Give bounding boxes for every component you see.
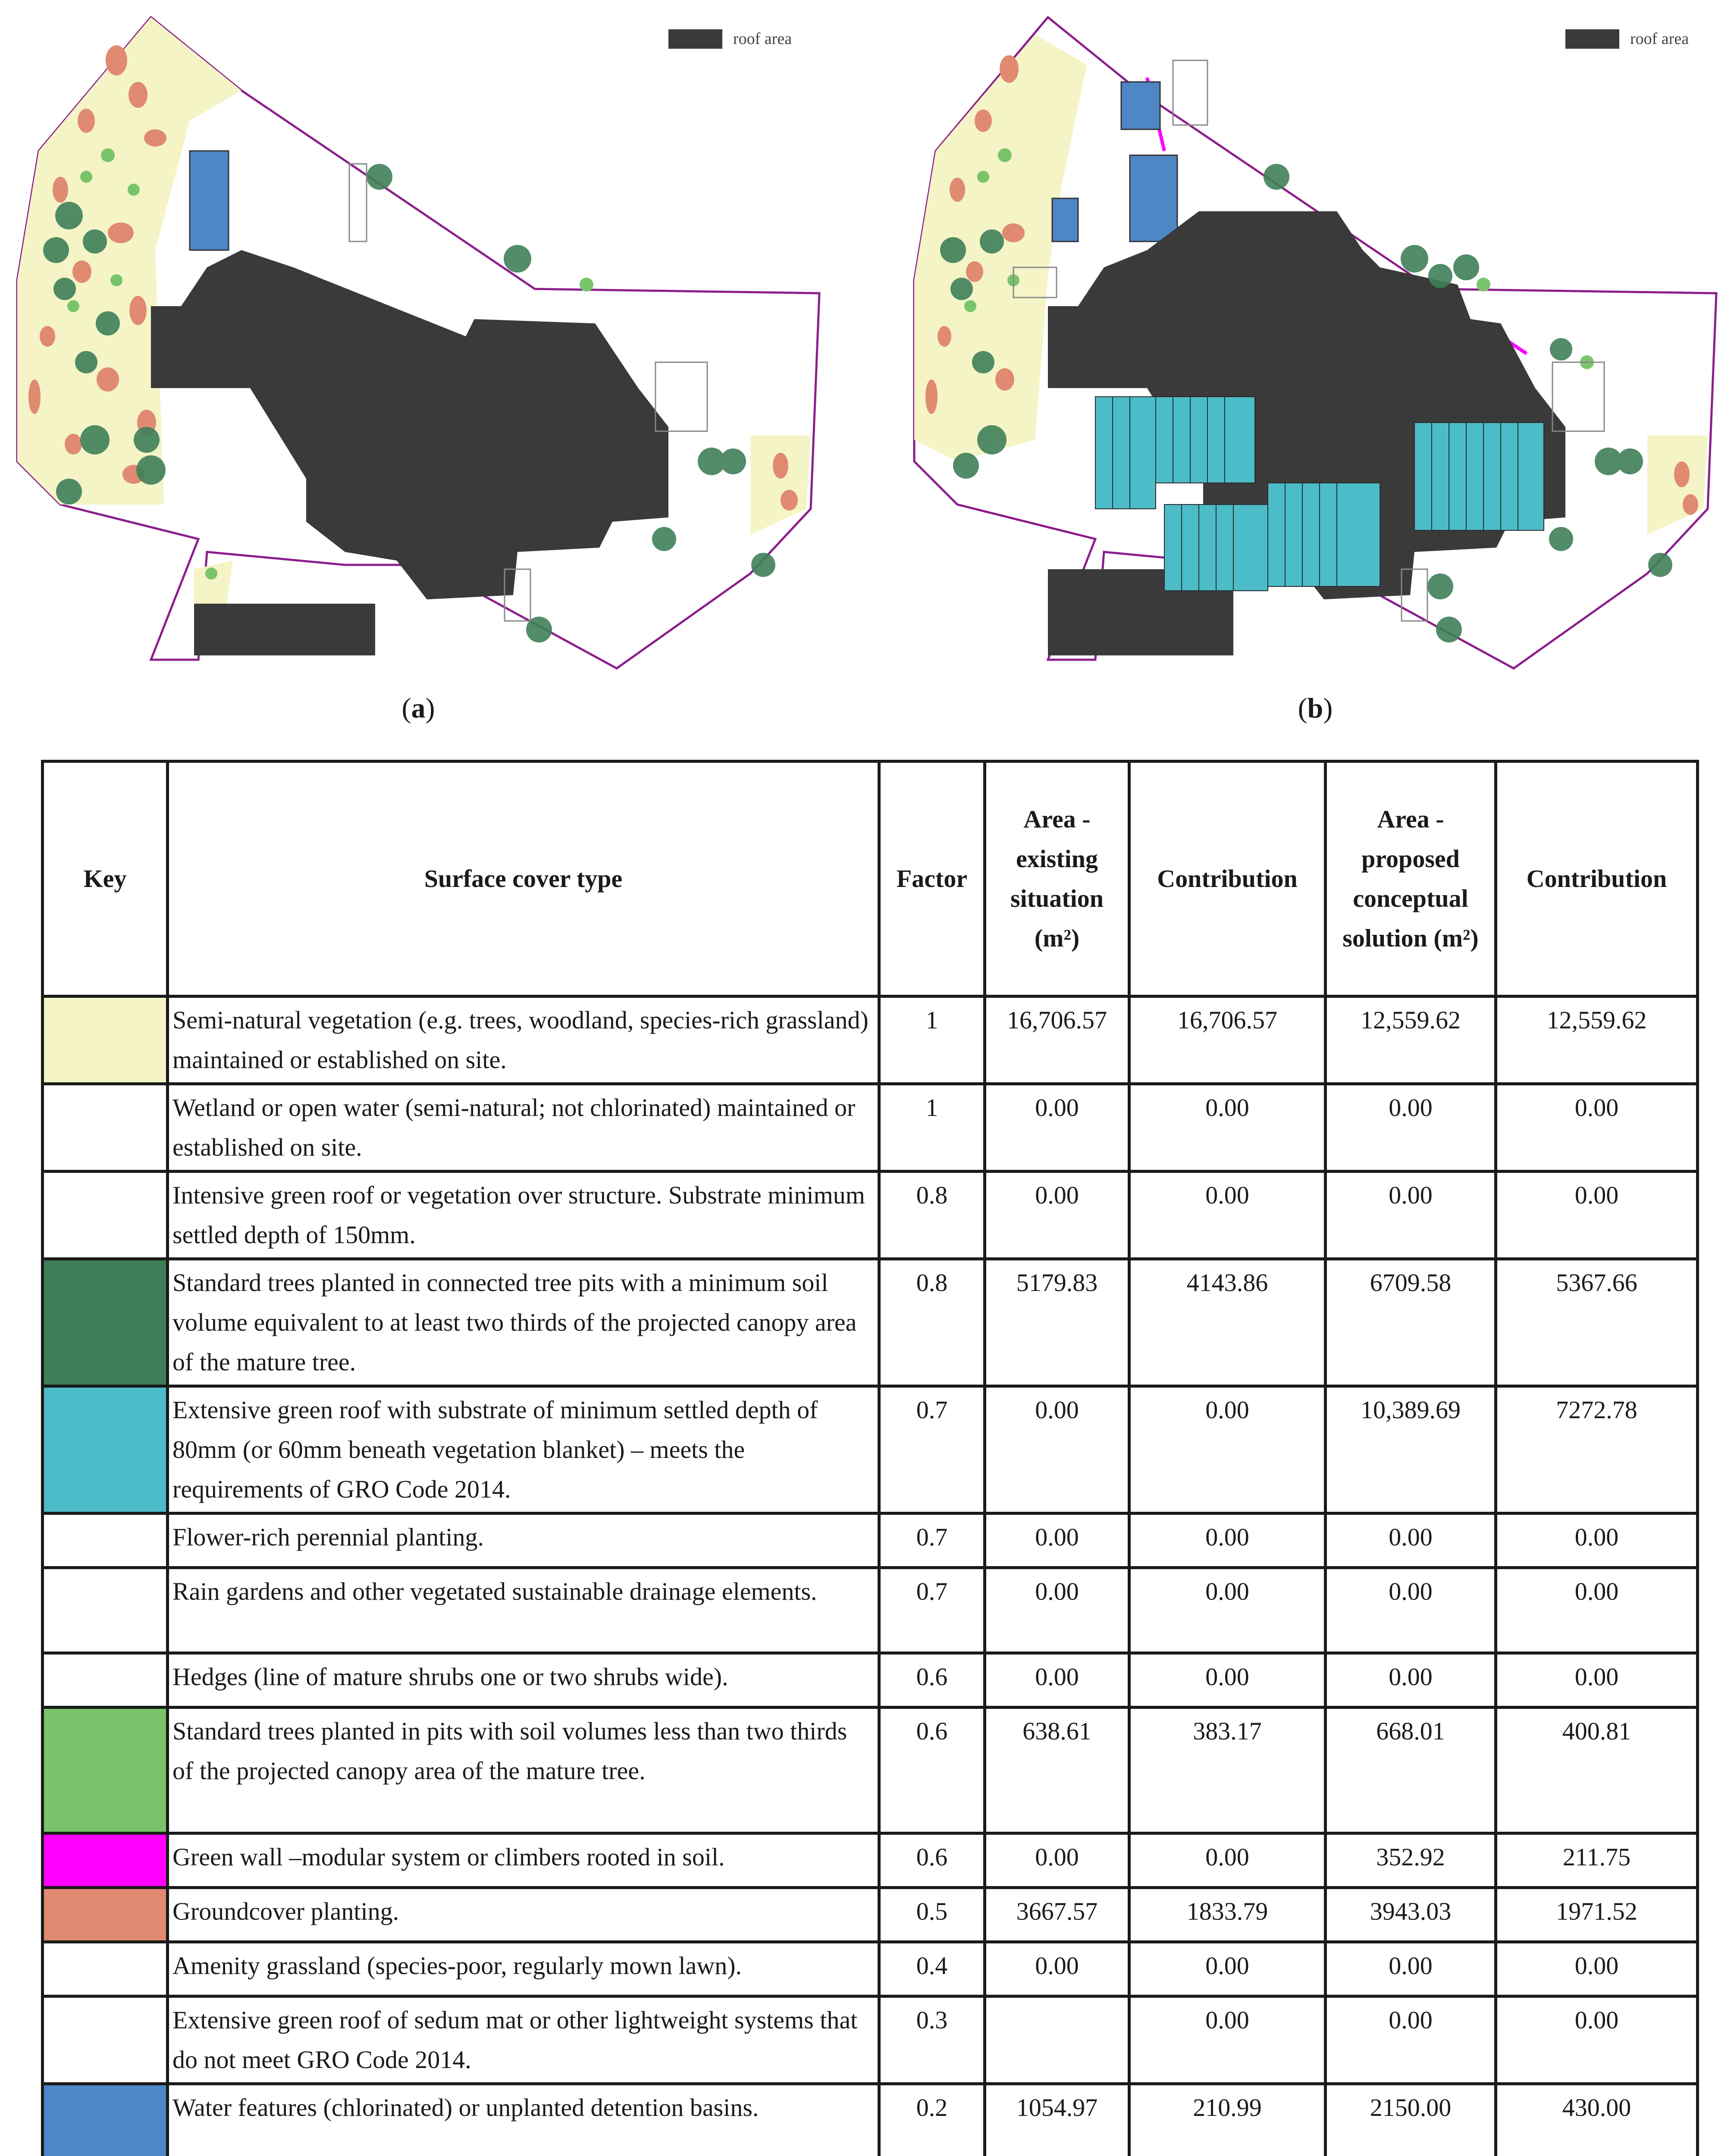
table-row bbox=[43, 1259, 1698, 1386]
key-swatch-extensive-green-roof bbox=[43, 1386, 168, 1514]
pool-2 bbox=[1130, 155, 1177, 241]
area-proposed: 0.00 bbox=[1326, 1653, 1496, 1708]
table-row bbox=[43, 1996, 1698, 2084]
header-area-proposed: Area - proposed conceptual solution (m²) bbox=[1326, 761, 1496, 997]
area-existing: 0.00 bbox=[985, 1084, 1129, 1172]
area-existing: 0.00 bbox=[985, 1172, 1129, 1259]
table-row bbox=[43, 997, 1698, 1084]
contribution-existing: 383.17 bbox=[1129, 1708, 1326, 1833]
area-existing bbox=[985, 1996, 1129, 2084]
factor: 0.6 bbox=[879, 1708, 985, 1833]
surface-type: Standard trees planted in pits with soil volumes less than two thirds of the projected canopy area of the mature tree. bbox=[168, 1708, 879, 1833]
surface-type: Rain gardens and other vegetated sustainable drainage elements. bbox=[168, 1568, 879, 1653]
contribution-proposed: 5367.66 bbox=[1496, 1259, 1698, 1386]
key-swatch-empty bbox=[43, 1568, 168, 1653]
table-row bbox=[43, 1568, 1698, 1653]
header-surface-cover-type: Surface cover type bbox=[168, 761, 879, 997]
surface-type: Amenity grassland (species-poor, regularly mown lawn). bbox=[168, 1942, 879, 1996]
key-swatch-empty bbox=[43, 1996, 168, 2084]
key-swatch-water bbox=[43, 2084, 168, 2156]
area-existing: 0.00 bbox=[985, 1653, 1129, 1708]
area-existing: 0.00 bbox=[985, 1568, 1129, 1653]
area-existing: 0.00 bbox=[985, 1942, 1129, 1996]
urban-greening-factor-table bbox=[41, 760, 1699, 2156]
roof-area-legend-swatch bbox=[1565, 29, 1619, 49]
pool-3 bbox=[1052, 198, 1078, 241]
table-row bbox=[43, 1084, 1698, 1172]
header-contribution-existing: Contribution bbox=[1129, 761, 1326, 997]
contribution-existing: 0.00 bbox=[1129, 1833, 1326, 1888]
contribution-existing: 16,706.57 bbox=[1129, 997, 1326, 1084]
panel-label-a: (a) bbox=[401, 693, 435, 724]
contribution-proposed: 0.00 bbox=[1496, 1996, 1698, 2084]
area-proposed: 2150.00 bbox=[1326, 2084, 1496, 2156]
area-existing: 0.00 bbox=[985, 1514, 1129, 1568]
key-swatch-semi-natural bbox=[43, 997, 168, 1084]
contribution-existing: 1833.79 bbox=[1129, 1888, 1326, 1942]
header-area-existing: Area - existing situation (m²) bbox=[985, 761, 1129, 997]
area-proposed: 352.92 bbox=[1326, 1833, 1496, 1888]
key-swatch-green-wall bbox=[43, 1833, 168, 1888]
roof-area-legend-label: roof area bbox=[733, 30, 792, 48]
roof-area-existing bbox=[151, 250, 668, 599]
surface-type: Extensive green roof with substrate of minimum settled depth of 80mm (or 60mm beneath vegetation blanket) – meets the requirements of GRO Code 2014. bbox=[168, 1386, 879, 1514]
factor: 0.8 bbox=[879, 1172, 985, 1259]
contribution-proposed: 0.00 bbox=[1496, 1172, 1698, 1259]
contribution-existing: 0.00 bbox=[1129, 1084, 1326, 1172]
contribution-proposed: 0.00 bbox=[1496, 1514, 1698, 1568]
key-swatch-empty bbox=[43, 1942, 168, 1996]
factor: 0.4 bbox=[879, 1942, 985, 1996]
contribution-existing: 0.00 bbox=[1129, 1996, 1326, 2084]
key-swatch-empty bbox=[43, 1084, 168, 1172]
table-row bbox=[43, 1653, 1698, 1708]
contribution-existing: 0.00 bbox=[1129, 1172, 1326, 1259]
contribution-existing: 210.99 bbox=[1129, 2084, 1326, 2156]
key-swatch-empty bbox=[43, 1653, 168, 1708]
contribution-proposed: 1971.52 bbox=[1496, 1888, 1698, 1942]
contribution-proposed: 0.00 bbox=[1496, 1653, 1698, 1708]
contribution-proposed: 7272.78 bbox=[1496, 1386, 1698, 1514]
surface-type: Extensive green roof of sedum mat or other lightweight systems that do not meet GRO Code 2014. bbox=[168, 1996, 879, 2084]
contribution-proposed: 0.00 bbox=[1496, 1942, 1698, 1996]
factor: 0.2 bbox=[879, 2084, 985, 2156]
surface-type: Hedges (line of mature shrubs one or two shrubs wide). bbox=[168, 1653, 879, 1708]
area-proposed: 10,389.69 bbox=[1326, 1386, 1496, 1514]
key-swatch-empty bbox=[43, 1514, 168, 1568]
surface-type: Standard trees planted in connected tree pits with a minimum soil volume equivalent to at least two thirds of the projected canopy area of the mature tree. bbox=[168, 1259, 879, 1386]
header-factor: Factor bbox=[879, 761, 985, 997]
factor: 0.7 bbox=[879, 1568, 985, 1653]
table-row bbox=[43, 1708, 1698, 1833]
area-existing: 5179.83 bbox=[985, 1259, 1129, 1386]
area-existing: 0.00 bbox=[985, 1386, 1129, 1514]
factor: 1 bbox=[879, 997, 985, 1084]
roof-area-legend-swatch bbox=[668, 29, 722, 49]
key-swatch-standard-trees-connected bbox=[43, 1259, 168, 1386]
area-existing: 16,706.57 bbox=[985, 997, 1129, 1084]
table-row bbox=[43, 1514, 1698, 1568]
factor: 0.8 bbox=[879, 1259, 985, 1386]
area-proposed: 0.00 bbox=[1326, 1514, 1496, 1568]
contribution-proposed: 0.00 bbox=[1496, 1084, 1698, 1172]
contribution-existing: 0.00 bbox=[1129, 1386, 1326, 1514]
surface-type: Flower-rich perennial planting. bbox=[168, 1514, 879, 1568]
factor: 0.3 bbox=[879, 1996, 985, 2084]
area-proposed: 12,559.62 bbox=[1326, 997, 1496, 1084]
factor: 0.5 bbox=[879, 1888, 985, 1942]
key-swatch-groundcover bbox=[43, 1888, 168, 1942]
area-proposed: 3943.03 bbox=[1326, 1888, 1496, 1942]
contribution-existing: 0.00 bbox=[1129, 1942, 1326, 1996]
factor: 0.6 bbox=[879, 1653, 985, 1708]
contribution-proposed: 430.00 bbox=[1496, 2084, 1698, 2156]
contribution-existing: 0.00 bbox=[1129, 1514, 1326, 1568]
factor: 0.7 bbox=[879, 1386, 985, 1514]
table-row bbox=[43, 1888, 1698, 1942]
site-plan-proposed bbox=[906, 9, 1734, 681]
pool-existing bbox=[190, 151, 229, 250]
pool-1 bbox=[1121, 82, 1160, 129]
surface-type: Water features (chlorinated) or unplanted detention basins. bbox=[168, 2084, 879, 2156]
key-swatch-standard-trees-pits bbox=[43, 1708, 168, 1833]
key-swatch-empty bbox=[43, 1172, 168, 1259]
table-row bbox=[43, 2084, 1698, 2156]
area-existing: 0.00 bbox=[985, 1833, 1129, 1888]
site-plan-existing-drawing bbox=[9, 9, 854, 681]
contribution-proposed: 12,559.62 bbox=[1496, 997, 1698, 1084]
contribution-proposed: 211.75 bbox=[1496, 1833, 1698, 1888]
area-proposed: 0.00 bbox=[1326, 1942, 1496, 1996]
area-proposed: 0.00 bbox=[1326, 1084, 1496, 1172]
site-plan-proposed-drawing bbox=[906, 9, 1734, 681]
surface-type: Intensive green roof or vegetation over structure. Substrate minimum settled depth of 150mm. bbox=[168, 1172, 879, 1259]
area-existing: 3667.57 bbox=[985, 1888, 1129, 1942]
surface-type: Semi-natural vegetation (e.g. trees, woodland, species-rich grassland) maintained or established on site. bbox=[168, 997, 879, 1084]
contribution-existing: 0.00 bbox=[1129, 1653, 1326, 1708]
contribution-existing: 0.00 bbox=[1129, 1568, 1326, 1653]
table-header-row bbox=[43, 761, 1698, 997]
area-existing: 1054.97 bbox=[985, 2084, 1129, 2156]
site-plan-existing bbox=[9, 9, 854, 681]
panel-label-b: (b) bbox=[1298, 693, 1333, 724]
table-row bbox=[43, 1172, 1698, 1259]
roof-area-south bbox=[194, 604, 375, 655]
surface-type: Wetland or open water (semi-natural; not chlorinated) maintained or established on site. bbox=[168, 1084, 879, 1172]
table-row bbox=[43, 1942, 1698, 1996]
factor: 1 bbox=[879, 1084, 985, 1172]
contribution-proposed: 0.00 bbox=[1496, 1568, 1698, 1653]
surface-type: Groundcover planting. bbox=[168, 1888, 879, 1942]
area-proposed: 6709.58 bbox=[1326, 1259, 1496, 1386]
area-proposed: 0.00 bbox=[1326, 1568, 1496, 1653]
table-row bbox=[43, 1386, 1698, 1514]
contribution-existing: 4143.86 bbox=[1129, 1259, 1326, 1386]
factor: 0.7 bbox=[879, 1514, 985, 1568]
factor: 0.6 bbox=[879, 1833, 985, 1888]
header-contribution-proposed: Contribution bbox=[1496, 761, 1698, 997]
contribution-proposed: 400.81 bbox=[1496, 1708, 1698, 1833]
header-key: Key bbox=[43, 761, 168, 997]
area-existing: 638.61 bbox=[985, 1708, 1129, 1833]
area-proposed: 0.00 bbox=[1326, 1996, 1496, 2084]
surface-type: Green wall –modular system or climbers rooted in soil. bbox=[168, 1833, 879, 1888]
area-proposed: 0.00 bbox=[1326, 1172, 1496, 1259]
area-proposed: 668.01 bbox=[1326, 1708, 1496, 1833]
roof-area-legend-label: roof area bbox=[1630, 30, 1689, 48]
table-row bbox=[43, 1833, 1698, 1888]
